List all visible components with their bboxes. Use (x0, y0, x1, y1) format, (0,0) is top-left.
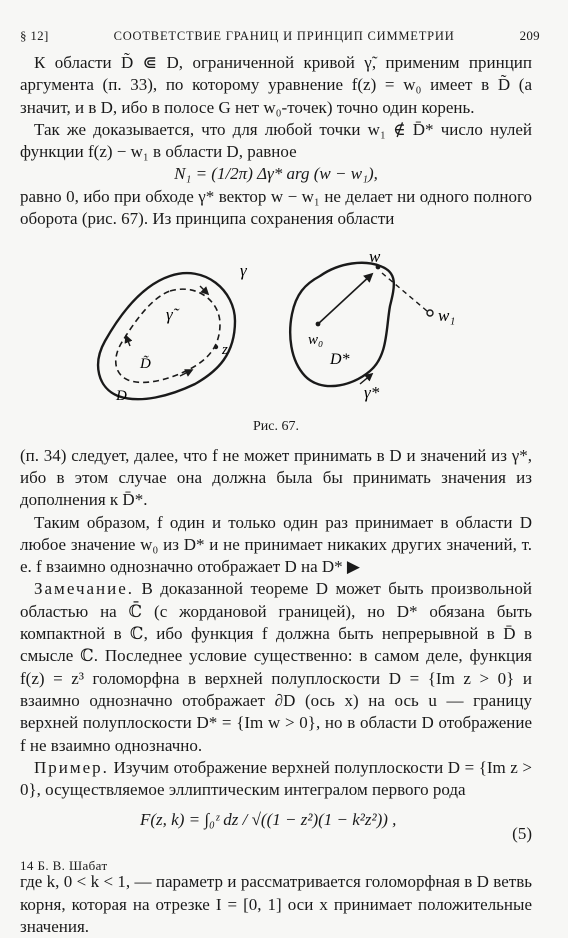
remark-lead: Замечание. (34, 579, 135, 599)
vector-w-w0 (318, 274, 372, 324)
label-d: D (116, 388, 127, 405)
label-gamma-star: γ* (364, 383, 380, 403)
figure-caption: Рис. 67. (253, 419, 299, 435)
figure-67 (20, 236, 532, 412)
vector-w-w1 (382, 273, 427, 311)
paragraph-3: равно 0, ибо при обходе γ* вектор w − w₁ не делает ни одного полного оборота (рис. 67). Из принципа сохранения области (20, 186, 532, 229)
running-title: СООТВЕТСТВИЕ ГРАНИЦ И ПРИНЦИП СИММЕТРИИ (113, 29, 455, 43)
example-text: Изучим отображение верхней полуплоскости D = {Im z > 0}, осуществляемое эллиптическим интегралом первого рода (20, 757, 532, 800)
label-gamma-tilde: γ̃ (166, 305, 173, 325)
paragraph-7 (20, 757, 532, 802)
label-gamma: γ (240, 261, 247, 281)
label-d-tilde: D̃ (140, 356, 151, 373)
paragraph-4: (п. 34) следует, далее, что f не может принимать в D и значений из γ*, ибо в этом случае она должна была бы принимать значения из дополнения к D̄*. (20, 445, 532, 510)
page-number: 209 (519, 28, 540, 43)
point-z (214, 345, 218, 349)
label-z: z (222, 342, 228, 359)
section-number: § 12] (20, 28, 49, 43)
paragraph-1: К области D̃ ⋐ D, ограниченной кривой γ̃, применим принцип аргумента (п. 33), по которому уравнение f(z) = w₀ имеет в D̃ (а значит, и в D, ибо в полосе G нет w₀-точек) точно один корень. (20, 53, 532, 117)
paragraph-6 (20, 578, 532, 756)
label-w1: w₁ (438, 306, 456, 326)
label-w0: w₀ (308, 332, 324, 349)
figure-67-drawing (20, 236, 532, 412)
paragraph-2: Так же доказывается, что для любой точки w₁ ∉ D̄* число нулей функции f(z) − w₁ в области D, равное (20, 119, 532, 162)
paragraph-8: где k, 0 < k < 1, — параметр и рассматривается голоморфная в D ветвь корня, которая на отрезке I = [0, 1] оси x принимает положительные значения. (20, 872, 532, 937)
paragraph-5: Таким образом, f один и только один раз принимает в области D любое значение w₀ из D* и не принимает никаких других значений, т. е. f взаимно однозначно отображает D на D* ▶ (20, 512, 532, 577)
page-body (20, 52, 532, 938)
running-header (20, 28, 540, 44)
formula-number: (5) (512, 824, 532, 844)
label-w: w (369, 247, 381, 267)
remark-text: В доказанной теореме D может быть произвольной областью на ℂ̄ (с жордановой границей), но D* обязана быть компактной в ℂ, ибо функция f должна быть непрерывной в D̄ в смысле ℂ. Последнее условие существенно: в самом деле, функция f(z) = z³ голоморфна в верхней полуплоскости D = {Im z > 0} и взаимно однозначно отображает ∂D (ось x) на ось u — границу верхней полуплоскости D* = {Im w > 0}, но в области D отображение f не взаимно однозначно. (20, 579, 532, 755)
formula-elliptic-expression: F(z, k) = ∫₀ᶻ dz / √((1 − z²)(1 − k²z²)) , (140, 810, 397, 830)
formula-n1: N₁ = (1/2π) Δγ* arg (w − w₁), (174, 164, 378, 184)
signature-footer: 14 Б. В. Шабат (20, 858, 108, 873)
label-d-star: D* (330, 351, 350, 369)
point-w1 (427, 310, 433, 316)
example-lead: Пример. (34, 757, 109, 777)
